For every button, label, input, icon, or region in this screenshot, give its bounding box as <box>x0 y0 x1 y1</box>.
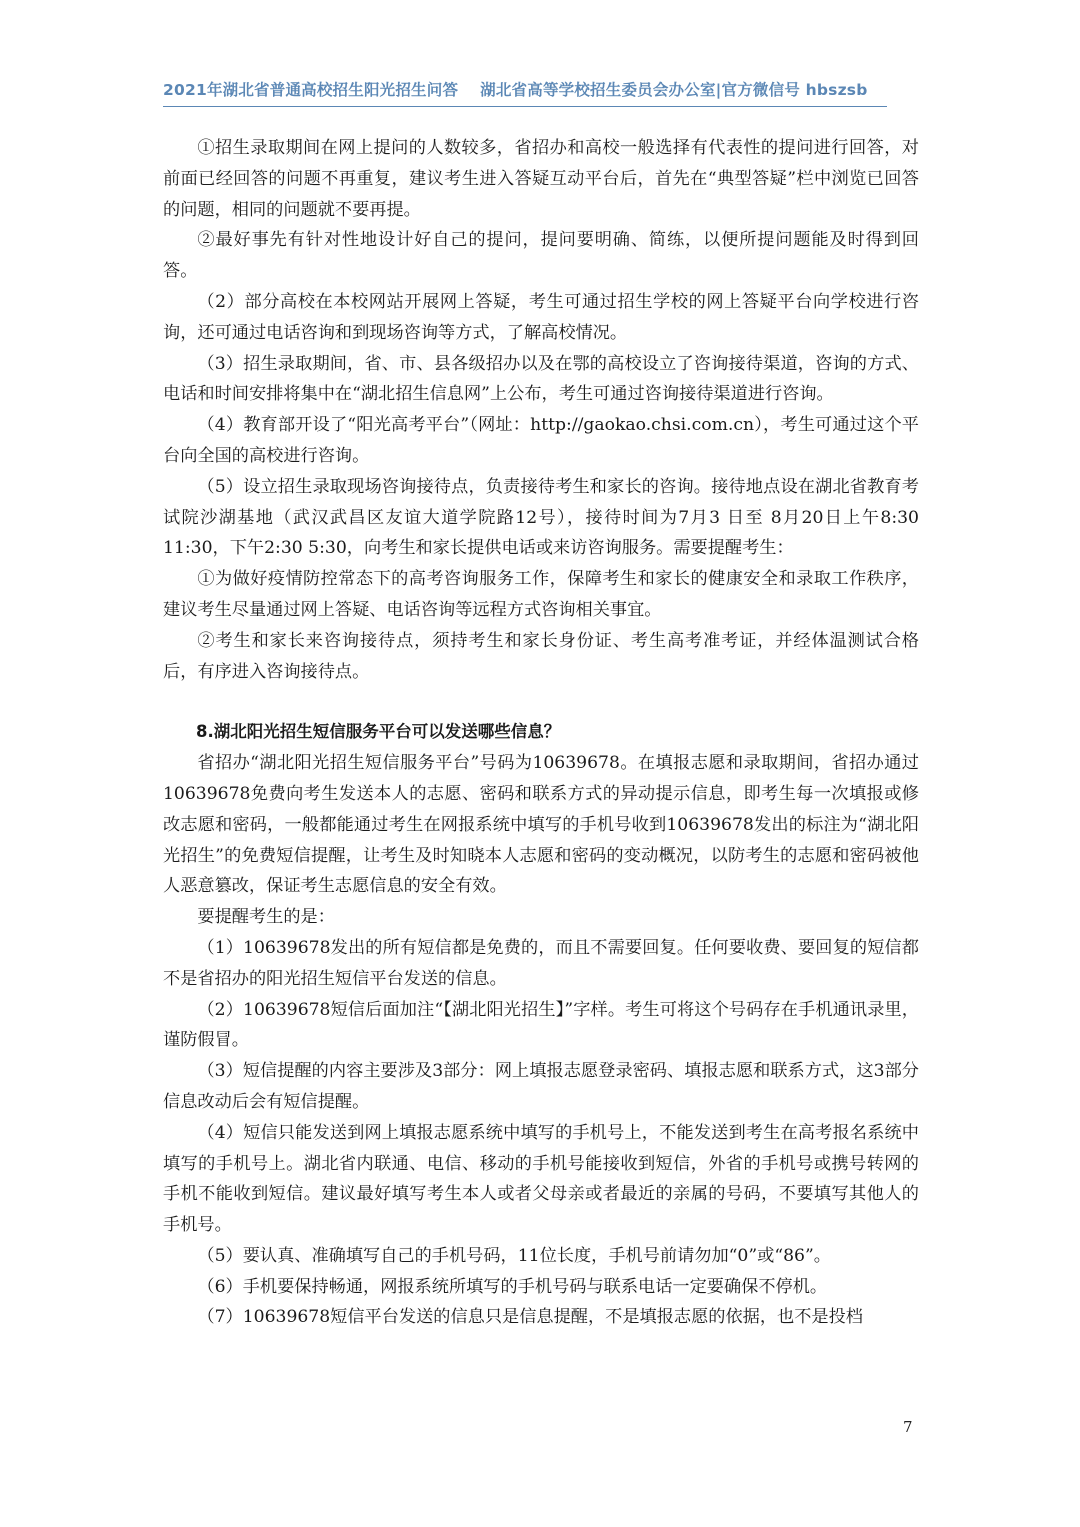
paragraph: （4）短信只能发送到网上填报志愿系统中填写的手机号上，不能发送到考生在高考报名系统中填写的手机号上。湖北省内联通、电信、移动的手机号能接收到短信，外省的手机号或携号转网的手机不能收到短信。建议最好填写考生本人或者父母亲或者最近的亲属的号码，不要填写其他人的手机号。 <box>163 1122 919 1236</box>
paragraph: （3）招生录取期间，省、市、县各级招办以及在鄂的高校设立了咨询接待渠道，咨询的方式、电话和时间安排将集中在“湖北招生信息网”上公布，考生可通过咨询接待渠道进行咨询。 <box>163 353 919 405</box>
running-header <box>163 78 887 107</box>
paragraph: （2）部分高校在本校网站开展网上答疑，考生可通过招生学校的网上答疑平台向学校进行咨询，还可通过电话咨询和到现场咨询等方式，了解高校情况。 <box>163 291 919 343</box>
paragraph: （5）设立招生录取现场咨询接待点，负责接待考生和家长的咨询。接待地点设在湖北省教育考试院沙湖基地（武汉武昌区友谊大道学院路12号），接待时间为7月3 日至 8月20日上午8:30 11:30，下午2:30 5:30，向考生和家长提供电话或来访咨询服务。需要提醒考生： <box>163 476 919 559</box>
body-text <box>163 133 919 1333</box>
paragraph: （2）10639678短信后面加注“【湖北阳光招生】”字样。考生可将这个号码存在手机通讯录里，谨防假冒。 <box>163 999 919 1051</box>
paragraph: （3）短信提醒的内容主要涉及3部分：网上填报志愿登录密码、填报志愿和联系方式，这3部分信息改动后会有短信提醒。 <box>163 1061 919 1112</box>
section-heading: 8.湖北阳光招生短信服务平台可以发送哪些信息？ <box>196 722 561 742</box>
page-number: 7 <box>903 1418 913 1436</box>
paragraph: （4）教育部开设了“阳光高考平台”（网址：http://gaokao.chsi.com.cn），考生可通过这个平台向全国的高校进行咨询。 <box>163 415 919 466</box>
paragraph: ①为做好疫情防控常态下的高考咨询服务工作，保障考生和家长的健康安全和录取工作秩序，建议考生尽量通过网上答疑、电话咨询等远程方式咨询相关事宜。 <box>163 569 919 620</box>
header-office: 湖北省高等学校招生委员会办公室|官方微信号 hbszsb <box>480 81 868 99</box>
paragraph: （5）要认真、准确填写自己的手机号码，11位长度，手机号前请勿加“0”或“86”。 <box>197 1245 831 1266</box>
paragraph: （1）10639678发出的所有短信都是免费的，而且不需要回复。任何要收费、要回复的短信都不是省招办的阳光招生短信平台发送的信息。 <box>163 937 919 989</box>
paragraph: ②考生和家长来咨询接待点，须持考生和家长身份证、考生高考准考证，并经体温测试合格后，有序进入咨询接待点。 <box>163 630 919 682</box>
paragraph: （6）手机要保持畅通，网报系统所填写的手机号码与联系电话一定要确保不停机。 <box>197 1276 828 1297</box>
paragraph: 要提醒考生的是： <box>197 907 335 928</box>
paragraph: ①招生录取期间在网上提问的人数较多，省招办和高校一般选择有代表性的提问进行回答，对前面已经回答的问题不再重复，建议考生进入答疑互动平台后，首先在“典型答疑”栏中浏览已回答的问题，相同的问题就不要再提。 <box>163 138 919 220</box>
paragraph: ②最好事先有针对性地设计好自己的提问，提问要明确、简练，以便所提问题能及时得到回答。 <box>163 230 919 282</box>
header-title: 2021年湖北省普通高校招生阳光招生问答 <box>163 81 459 99</box>
paragraph: （7）10639678短信平台发送的信息只是信息提醒，不是填报志愿的依据，也不是投档 <box>197 1307 863 1328</box>
paragraph: 省招办“湖北阳光招生短信服务平台”号码为10639678。在填报志愿和录取期间，省招办通过10639678免费向考生发送本人的志愿、密码和联系方式的异动提示信息，即考生每一次填报或修改志愿和密码，一般都能通过考生在网报系统中填写的手机号收到10639678发出的标注为“湖北阳光招生”的免费短信提醒，让考生及时知晓本人志愿和密码的变动概况，以防考生的志愿和密码被他人恶意篡改，保证考生志愿信息的安全有效。 <box>163 753 919 897</box>
